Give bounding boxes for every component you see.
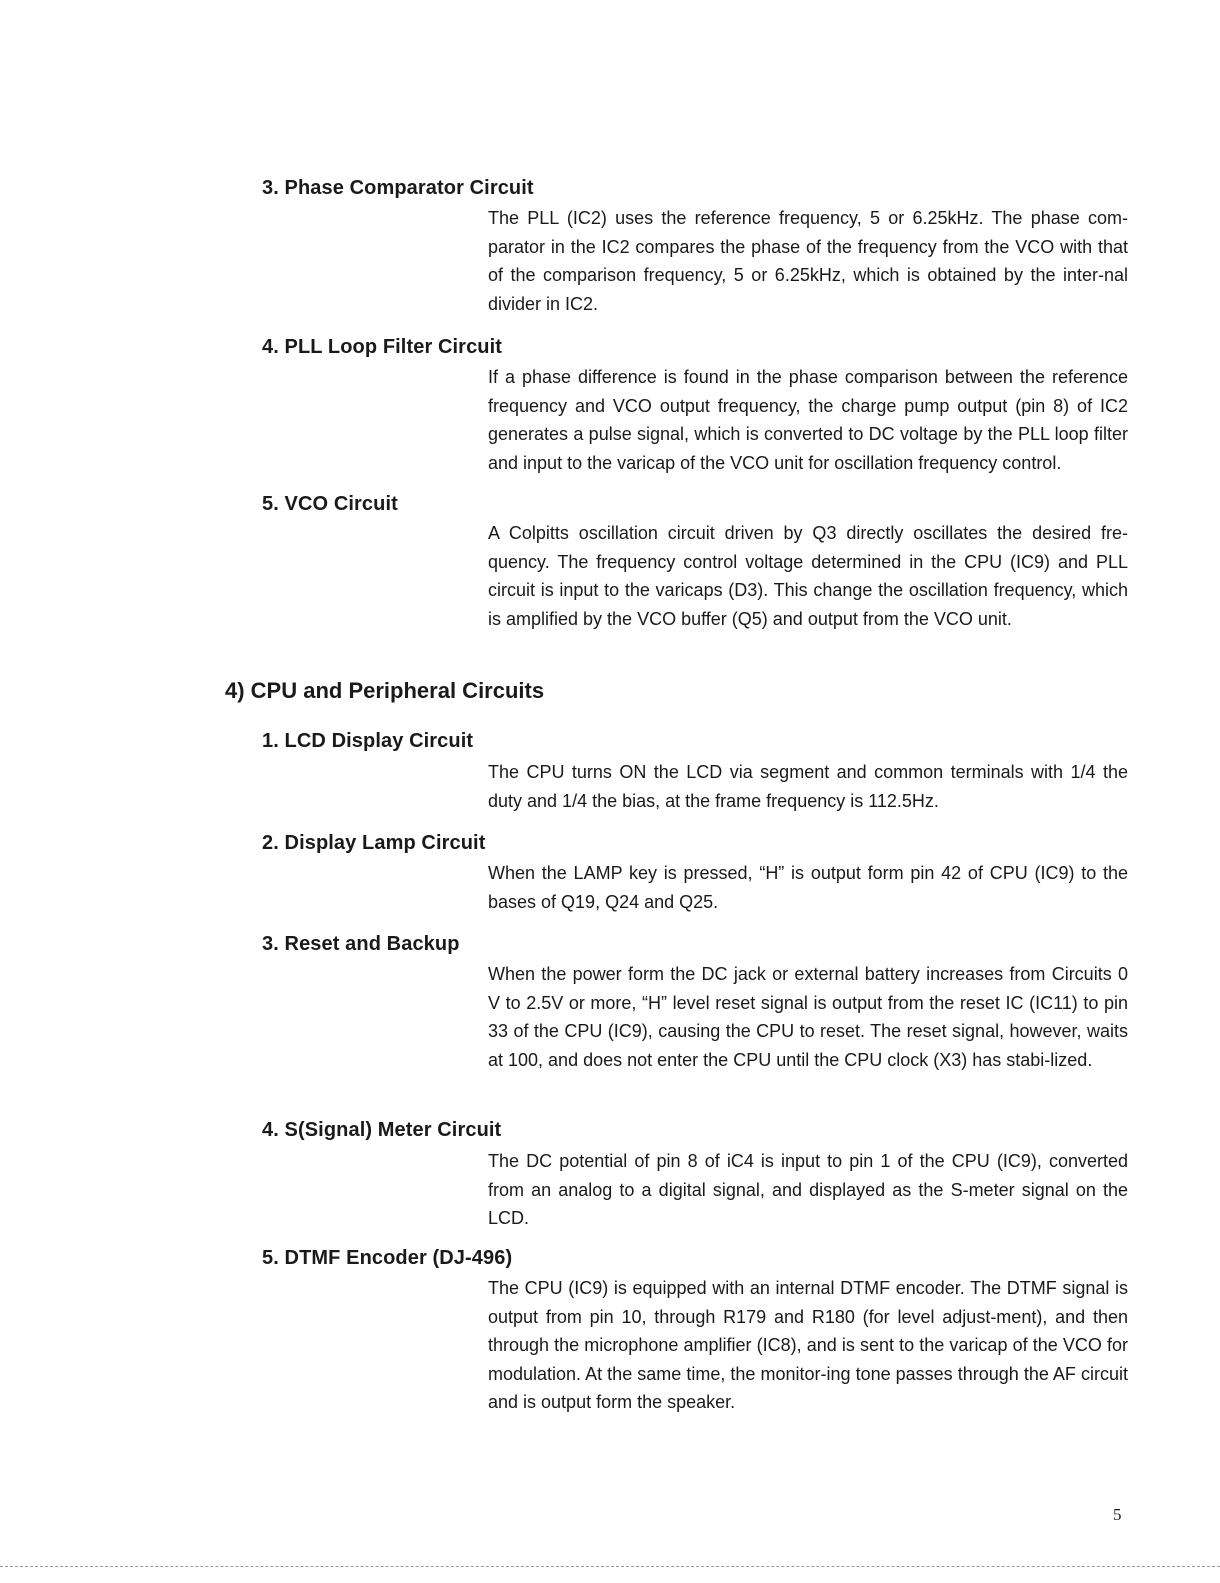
page-number: 5 <box>1113 1505 1122 1524</box>
heading-lcd-display: 1. LCD Display Circuit <box>262 730 474 752</box>
paragraph-pll-loop-filter: If a phase difference is found in the phase comparison between the reference frequency and VCO output frequency, the charge pump output (pin 8) of IC2 generates a pulse signal, which is converted to DC voltage by the PLL loop filter and input to the varicap of the VCO unit for oscillation frequency control. <box>488 367 1128 473</box>
heading-pll-loop-filter: 4. PLL Loop Filter Circuit <box>262 336 503 358</box>
heading-dtmf-encoder: 5. DTMF Encoder (DJ-496) <box>262 1247 513 1269</box>
paragraph-display-lamp: When the LAMP key is pressed, “H” is output form pin 42 of CPU (IC9) to the bases of Q19, Q24 and Q25. <box>488 863 1128 912</box>
paragraph-reset-backup: When the power form the DC jack or external battery increases from Circuits 0 V to 2.5V or more, “H” level reset signal is output from the reset IC (IC11) to pin 33 of the CPU (IC9), causing the CPU to reset. The reset signal, however, waits at 100, and does not enter the CPU until the CPU clock (X3) has stabi-lized. <box>488 964 1128 1070</box>
major-heading-cpu-peripheral: 4) CPU and Peripheral Circuits <box>225 678 545 703</box>
paragraph-lcd-display: The CPU turns ON the LCD via segment and common terminals with 1/4 the duty and 1/4 the bias, at the frame frequency is 112.5Hz. <box>488 762 1128 811</box>
heading-reset-backup: 3. Reset and Backup <box>262 933 460 955</box>
heading-vco-circuit: 5. VCO Circuit <box>262 493 398 515</box>
paragraph-s-meter: The DC potential of pin 8 of iC4 is input to pin 1 of the CPU (IC9), converted from an analog to a digital signal, and displayed as the S-meter signal on the LCD. <box>488 1151 1128 1228</box>
heading-display-lamp: 2. Display Lamp Circuit <box>262 832 486 854</box>
heading-s-meter: 4. S(Signal) Meter Circuit <box>262 1119 502 1141</box>
heading-phase-comparator: 3. Phase Comparator Circuit <box>262 177 534 199</box>
paragraph-phase-comparator: The PLL (IC2) uses the reference frequency, 5 or 6.25kHz. The phase com-parator in the IC2 compares the phase of the frequency from the VCO with that of the comparison frequency, 5 or 6.25kHz, which is obtained by the inter-nal divider in IC2. <box>488 208 1128 314</box>
paragraph-dtmf-encoder: The CPU (IC9) is equipped with an internal DTMF encoder. The DTMF signal is output from pin 10, through R179 and R180 (for level adjust-ment), and then through the microphone amplifier (IC8), and is sent to the varicap of the VCO for modulation. At the same time, the monitor-ing tone passes through the AF circuit and is output form the speaker. <box>488 1278 1128 1412</box>
paragraph-vco-circuit: A Colpitts oscillation circuit driven by Q3 directly oscillates the desired fre-quency. The frequency control voltage determined in the CPU (IC9) and PLL circuit is input to the varicaps (D3). This change the oscillation frequency, which is amplified by the VCO buffer (Q5) and output from the VCO unit. <box>488 523 1128 629</box>
bottom-divider <box>0 1566 1220 1567</box>
